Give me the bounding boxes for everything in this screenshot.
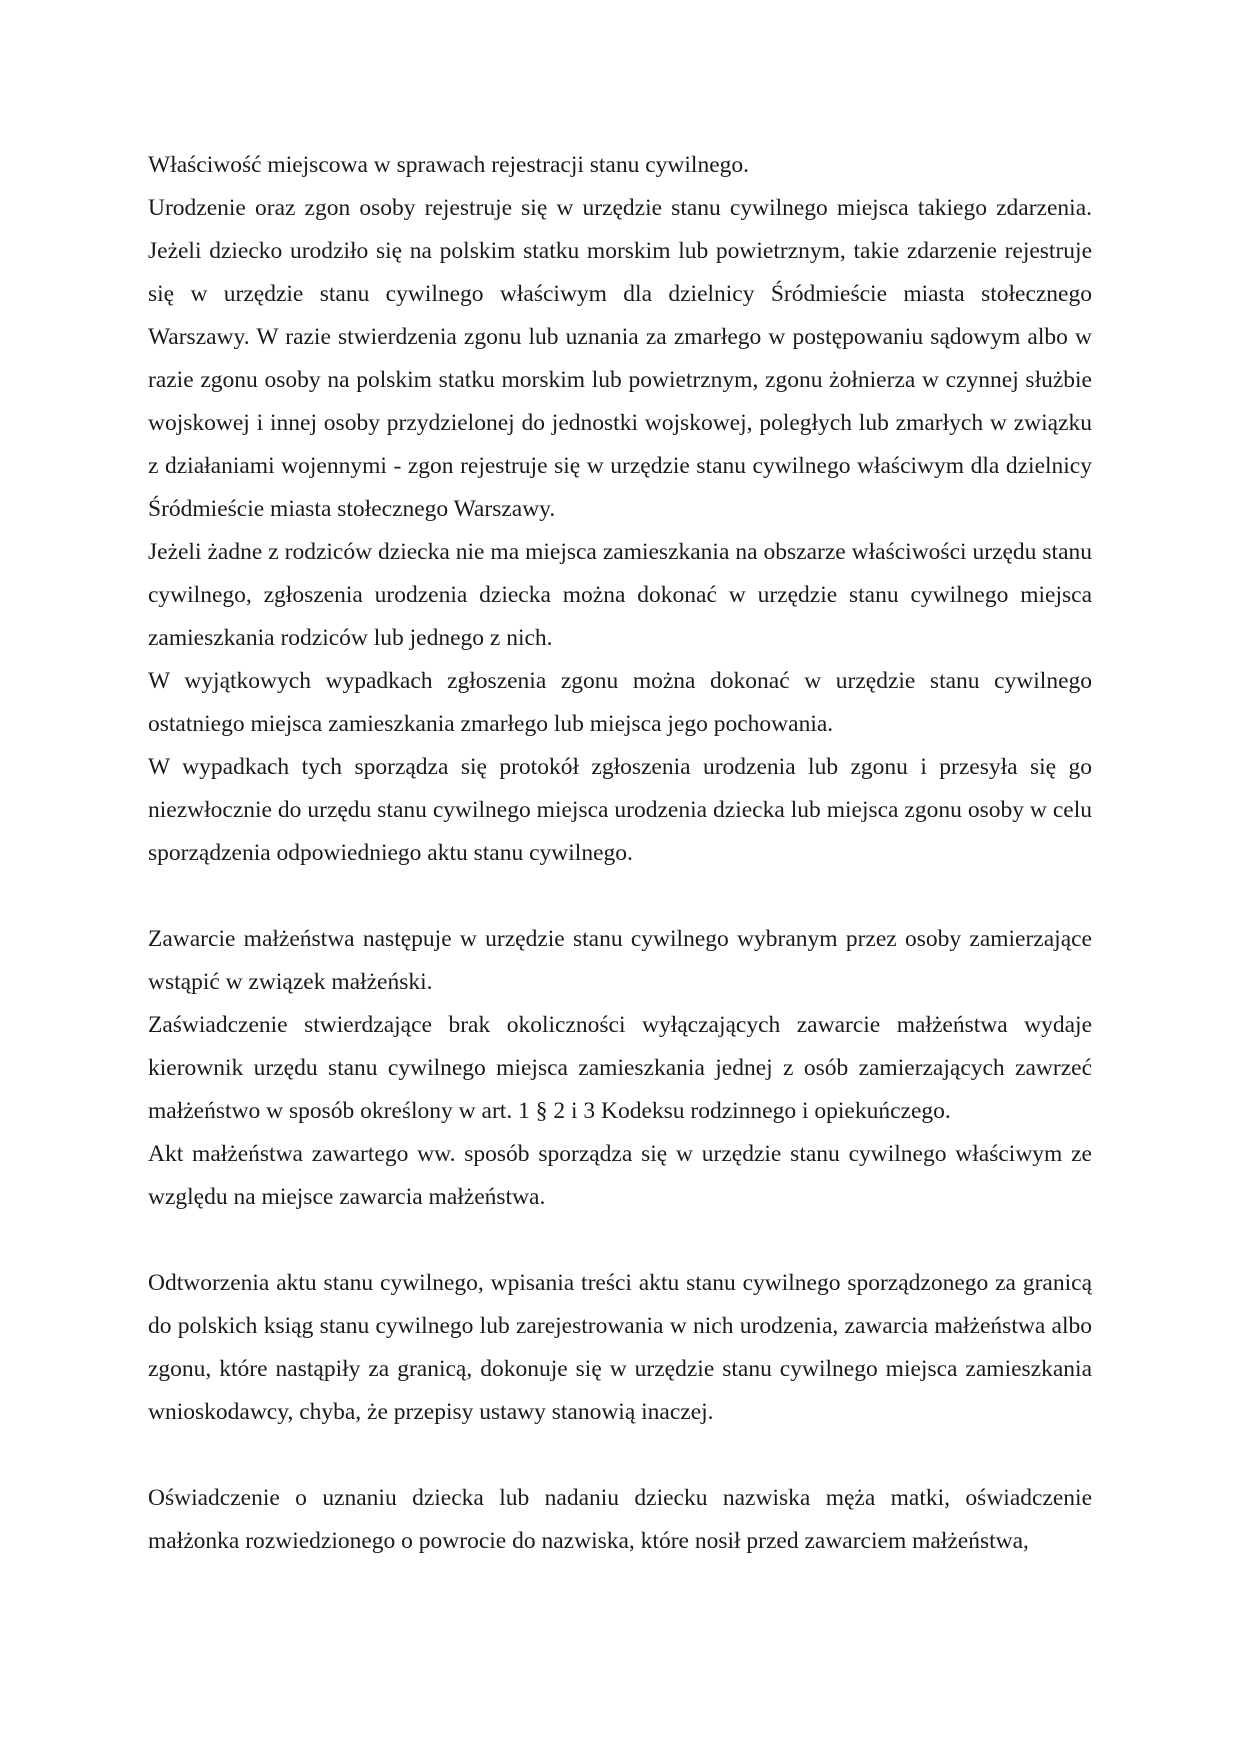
paragraph-gap (148, 1434, 1092, 1477)
paragraph-gap (148, 1219, 1092, 1262)
paragraph-protocol: W wypadkach tych sporządza się protokół zgłoszenia urodzenia lub zgonu i przesyła się go niezwłocznie do urzędu stanu cywilnego miejsca urodzenia dziecka lub miejsca zgonu osoby w celu sporządzenia odpowiedniego aktu stanu cywilnego. (148, 754, 1092, 866)
paragraph-registration-birth-death: Urodzenie oraz zgon osoby rejestruje się w urzędzie stanu cywilnego miejsca takiego zdarzenia. Jeżeli dziecko urodziło się na polskim statku morskim lub powietrznym, takie zdarzenie rejestruje się w urzędzie stanu cywilnego właściwym dla dzielnicy Śródmieście miasta stołecznego Warszawy. W razie stwierdzenia zgonu lub uznania za zmarłego w postępowaniu sądowym albo w razie zgonu osoby na polskim statku morskim lub powietrznym, zgonu żołnierza w czynnej służbie wojskowej i innej osoby przydzielonej do jednostki wojskowej, poległych lub zmarłych w związku z działaniami wojennymi - zgon rejestruje się w urzędzie stanu cywilnego właściwym dla dzielnicy Śródmieście miasta stołecznego Warszawy. (148, 195, 1092, 522)
document-page (148, 144, 1092, 1563)
paragraph-marriage-certificate: Zaświadczenie stwierdzające brak okoliczności wyłączających zawarcie małżeństwa wydaje kierownik urzędu stanu cywilnego miejsca zamieszkania jednej z osób zamierzających zawrzeć małżeństwo w sposób określony w art. 1 § 2 i 3 Kodeksu rodzinnego i opiekuńczego. (148, 1012, 1092, 1124)
document-title: Właściwość miejscowa w sprawach rejestracji stanu cywilnego. (148, 152, 749, 178)
paragraph-death-exceptional: W wyjątkowych wypadkach zgłoszenia zgonu można dokonać w urzędzie stanu cywilnego ostatniego miejsca zamieszkania zmarłego lub miejsca jego pochowania. (148, 668, 1092, 737)
paragraph-gap (148, 875, 1092, 918)
paragraph-foreign-records: Odtworzenia aktu stanu cywilnego, wpisania treści aktu stanu cywilnego sporządzonego za granicą do polskich ksiąg stanu cywilnego lub zarejestrowania w nich urodzenia, zawarcia małżeństwa albo zgonu, które nastąpiły za granicą, dokonuje się w urzędzie stanu cywilnego miejsca zamieszkania wnioskodawcy, chyba, że przepisy ustawy stanowią inaczej. (148, 1270, 1092, 1425)
paragraph-declarations: Oświadczenie o uznaniu dziecka lub nadaniu dziecku nazwiska męża matki, oświadczenie małżonka rozwiedzionego o powrocie do nazwiska, które nosił przed zawarciem małżeństwa, (148, 1485, 1092, 1554)
paragraph-marriage: Zawarcie małżeństwa następuje w urzędzie stanu cywilnego wybranym przez osoby zamierzające wstąpić w związek małżeński. (148, 926, 1092, 995)
paragraph-marriage-act: Akt małżeństwa zawartego ww. sposób sporządza się w urzędzie stanu cywilnego właściwym ze względu na miejsce zawarcia małżeństwa. (148, 1141, 1092, 1210)
paragraph-parents-residence: Jeżeli żadne z rodziców dziecka nie ma miejsca zamieszkania na obszarze właściwości urzędu stanu cywilnego, zgłoszenia urodzenia dziecka można dokonać w urzędzie stanu cywilnego miejsca zamieszkania rodziców lub jednego z nich. (148, 539, 1092, 651)
